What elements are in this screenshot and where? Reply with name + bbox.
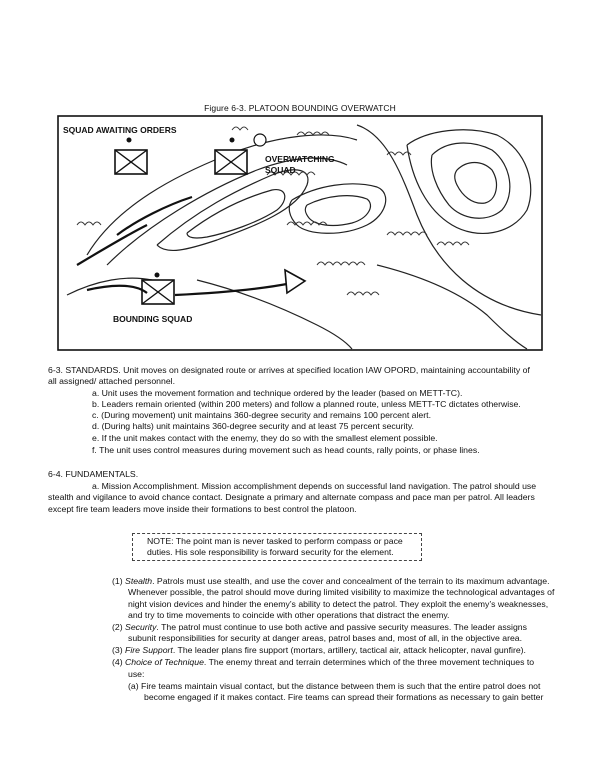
item-security-line: subunit responsibilities for security at danger areas, patrol bases and, most of all, in the objective area. [128,633,523,643]
note-line: duties. His sole responsibility is forward security for the element. [147,547,394,558]
label-overwatching: OVERWATCHING [265,154,335,164]
label-squad-awaiting: SQUAD AWAITING ORDERS [63,125,177,135]
list-item: d. (During halts) unit maintains 360-degree security and at least 75 percent security. [92,421,414,431]
list-item: f. The unit uses control measures during movement such as head counts, rally points, or phase lines. [92,445,480,455]
para-a-line: except fire team leaders move inside their formations to best control the platoon. [48,504,357,514]
section-64-heading: 6-4. FUNDAMENTALS. [48,469,139,479]
item-security: (2) Security. The patrol must continue to use both active and passive security measures. The leader assigns [112,622,527,632]
list-item: b. Leaders remain oriented (within 200 meters) and follow a planned route, unless METT-TC dictates otherwise. [92,399,521,409]
item-stealth: (1) Stealth. Patrols must use stealth, and use the cover and concealment of the terrain to its maximum advantage. [112,576,550,586]
item-4a-line: become engaged if it makes contact. Fire teams can spread their formations as necessary to gain better [144,692,544,702]
item-stealth-line: Whenever possible, the patrol should move during limited visibility to maximize the technological advantages of [128,587,555,597]
label-bounding-squad: BOUNDING SQUAD [113,314,193,324]
para-a-line: stealth and vigilance to avoid chance contact. Designate a primary and alternate compass and pace man per patrol. All leaders [48,492,535,502]
item-stealth-line: night vision devices and hinder the enemy’s ability to detect the patrol. They exploit the enemy’s weaknesses, [128,599,549,609]
terrain-map [57,115,543,351]
label-overwatching-squad: SQUAD [265,165,296,175]
item-4a-line: (a) Fire teams maintain visual contact, but the distance between them is such that the entire patrol does not [128,681,541,691]
section-63-heading-cont: all assigned/ attached personnel. [48,376,176,386]
bounding-overwatch-figure [57,115,543,351]
item-fire-support: (3) Fire Support. The leader plans fire support (mortars, artillery, tactical air, attack helicopter, naval gunfire). [112,645,526,655]
figure-title: Figure 6-3. PLATOON BOUNDING OVERWATCH [204,103,396,113]
list-item: e. If the unit makes contact with the enemy, they do so with the smallest element possible. [92,433,438,443]
section-63-heading: 6-3. STANDARDS. Unit moves on designated route or arrives at specified location IAW OPORD, maintaining accountability of [48,365,530,375]
note-box [132,533,422,561]
item-stealth-line: and try to time movements to coincide with other operations that distract the enemy. [128,610,450,620]
para-a-line: a. Mission Accomplishment. Mission accomplishment depends on successful land navigation. The patrol should use [92,481,537,491]
item-choice-line: use: [128,669,145,679]
list-item: a. Unit uses the movement formation and technique ordered by the leader (based on METT-TC). [92,388,463,398]
note-line: NOTE: The point man is never tasked to perform compass or pace [147,536,403,546]
list-item: c. (During movement) unit maintains 360-degree security and remains 100 percent alert. [92,410,431,420]
item-choice-of-technique: (4) Choice of Technique. The enemy threat and terrain determines which of the three movement techniques to [112,657,535,667]
